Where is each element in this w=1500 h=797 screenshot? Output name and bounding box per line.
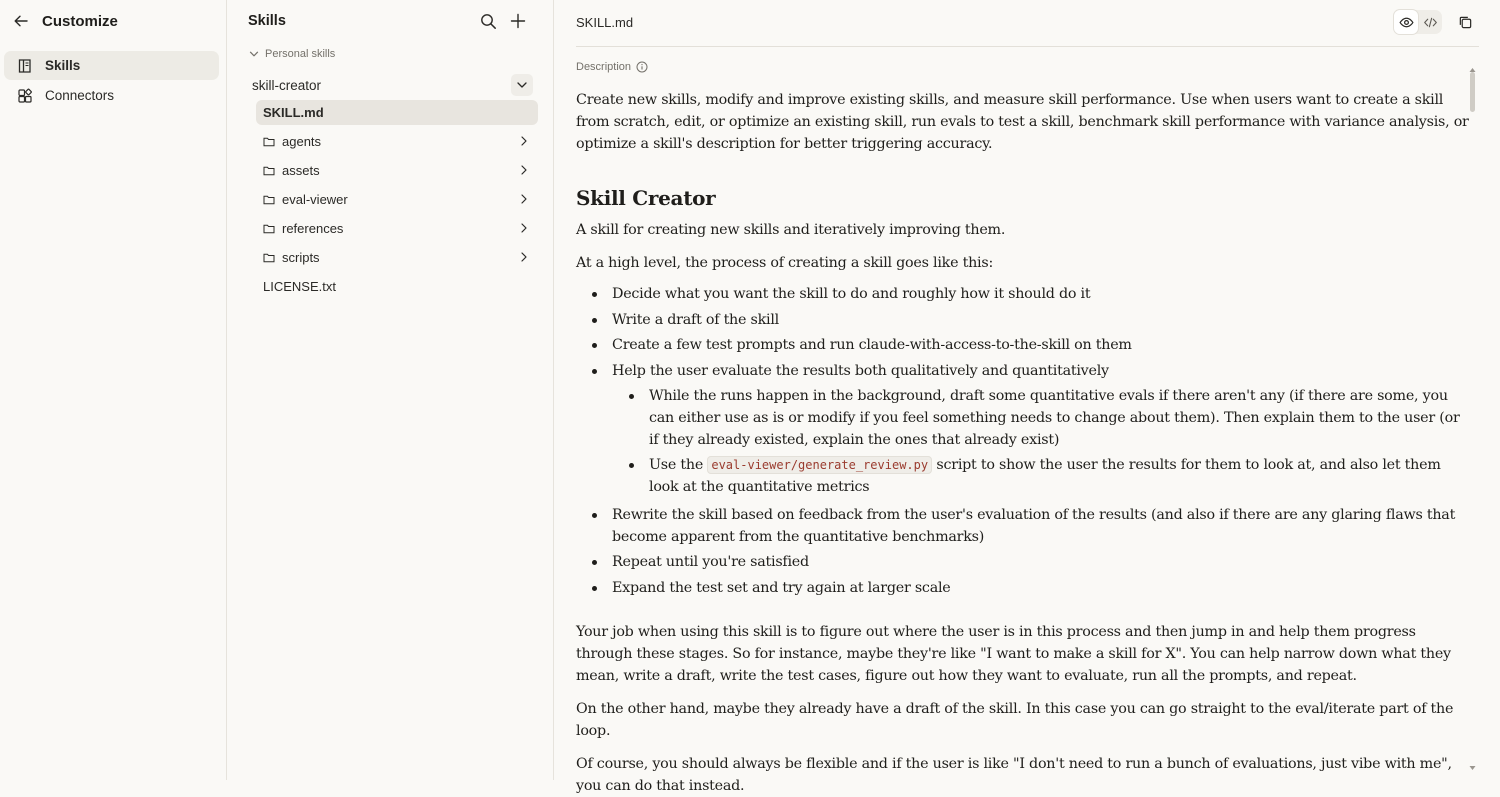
nav-item-label: Skills [45, 58, 81, 73]
nested-list-item: While the runs happen in the background, draft some quantitative evals if there aren't any (if there are some, you can either use as is or modify if you feel something needs to change about them). Then explain them to the user (or if they already existed, explain the ones that already exist) [649, 385, 1471, 451]
folder-icon [263, 222, 276, 235]
skill-item-skill-creator[interactable] [252, 73, 532, 97]
list-item: Decide what you want the skill to do and roughly how it should do it [612, 283, 1471, 305]
chevron-down-icon [249, 49, 259, 59]
folder-item-scripts[interactable] [256, 245, 538, 270]
nav-item-label: Connectors [45, 88, 115, 103]
folder-item-assets[interactable] [256, 158, 538, 183]
file-label: LICENSE.txt [263, 279, 336, 294]
file-label: references [282, 221, 344, 236]
file-viewer [554, 0, 1500, 794]
view-mode-toggle [1394, 10, 1442, 34]
doc-paragraph: A skill for creating new skills and iteratively improving them. [576, 222, 1006, 238]
chevron-down-icon[interactable] [511, 74, 533, 96]
eye-icon[interactable] [1394, 10, 1418, 34]
nav-item-skills[interactable] [4, 51, 219, 80]
left-nav [0, 0, 227, 780]
inline-code: eval-viewer/generate_review.py [707, 456, 932, 474]
file-item-skill-md[interactable] [256, 100, 538, 125]
doc-heading: Skill Creator [576, 186, 716, 210]
list-item: Rewrite the skill based on feedback from the user's evaluation of the results (and also if there are any glaring flaws that become apparent from the quantitative benchmarks) [612, 504, 1471, 548]
file-label: scripts [282, 250, 320, 265]
file-label: SKILL.md [263, 105, 324, 120]
section-personal-skills[interactable] [249, 48, 335, 60]
info-icon[interactable] [636, 61, 648, 73]
folder-icon [263, 251, 276, 264]
section-label: Personal skills [265, 48, 336, 60]
folder-item-eval-viewer[interactable] [256, 187, 538, 212]
tree-actions [479, 12, 527, 30]
connectors-grid-icon [17, 88, 33, 104]
chevron-right-icon [520, 222, 528, 234]
folder-icon [263, 193, 276, 206]
folder-icon [263, 135, 276, 148]
header-divider [576, 46, 1479, 47]
nested-text: script to show the user the results for them to look at, and also let them look at the quantitative metrics [649, 456, 1441, 495]
skill-name: skill-creator [252, 77, 322, 93]
nav-item-connectors[interactable] [4, 81, 219, 110]
scroll-down-icon[interactable] [1469, 758, 1476, 776]
chevron-right-icon [520, 135, 528, 147]
chevron-right-icon [520, 164, 528, 176]
doc-paragraph: At a high level, the process of creating a skill goes like this: [576, 255, 994, 271]
scrollbar-thumb[interactable] [1470, 72, 1475, 112]
doc-paragraph: Of course, you should always be flexible and if the user is like "I don't need to run a bunch of evaluations, just vibe with me", you can do that instead. [576, 755, 1452, 794]
list-item: Repeat until you're satisfied [612, 551, 1471, 573]
tree-title: Skills [248, 13, 286, 29]
chevron-right-icon [520, 193, 528, 205]
nested-text: Use the [649, 456, 708, 473]
arrow-left-icon[interactable] [12, 12, 30, 30]
process-list [576, 283, 1471, 599]
code-icon[interactable] [1418, 10, 1442, 34]
nav-title: Customize [42, 12, 118, 30]
file-label: assets [282, 163, 320, 178]
skills-file-tree [227, 0, 554, 780]
folder-item-references[interactable] [256, 216, 538, 241]
nav-header [12, 10, 118, 32]
file-item-license[interactable] [256, 274, 538, 299]
search-icon[interactable] [479, 12, 497, 30]
description-label [576, 58, 1471, 76]
list-item-text: Help the user evaluate the results both qualitatively and quantitatively [612, 362, 1109, 379]
list-item: Write a draft of the skill [612, 309, 1471, 331]
copy-icon[interactable] [1456, 13, 1474, 31]
scrollbar[interactable] [1468, 60, 1476, 776]
markdown-preview [576, 58, 1471, 794]
file-label: eval-viewer [282, 192, 348, 207]
list-item [612, 360, 1471, 498]
description-text: Create new skills, modify and improve existing skills, and measure skill performance. Use when users want to create a skill from scratch, edit, or optimize an existing skill, run evals to test a skill, benchmark skill performance with variance analysis, or optimize a skill's description for better triggering accuracy. [576, 92, 1469, 152]
file-label: agents [282, 134, 322, 149]
nested-list [612, 385, 1471, 498]
plus-icon[interactable] [509, 12, 527, 30]
chevron-right-icon [520, 251, 528, 263]
list-item: Expand the test set and try again at larger scale [612, 577, 1471, 599]
doc-paragraph: Your job when using this skill is to figure out where the user is in this process and then jump in and help them progress through these stages. So for instance, maybe they're like "I want to make a skill for X". You can help narrow down what they mean, write a draft, write the test cases, figure out how they want to evaluate, run all the prompts, and repeat. [576, 623, 1451, 684]
folder-icon [263, 164, 276, 177]
nested-list-item [649, 454, 1471, 498]
skills-book-icon [17, 58, 33, 74]
open-file-name: SKILL.md [576, 15, 634, 30]
list-item: Create a few test prompts and run claude-with-access-to-the-skill on them [612, 334, 1471, 356]
description-label-text: Description [576, 61, 632, 73]
folder-item-agents[interactable] [256, 129, 538, 154]
doc-paragraph: On the other hand, maybe they already have a draft of the skill. In this case you can go straight to the eval/iterate part of the loop. [576, 700, 1454, 739]
